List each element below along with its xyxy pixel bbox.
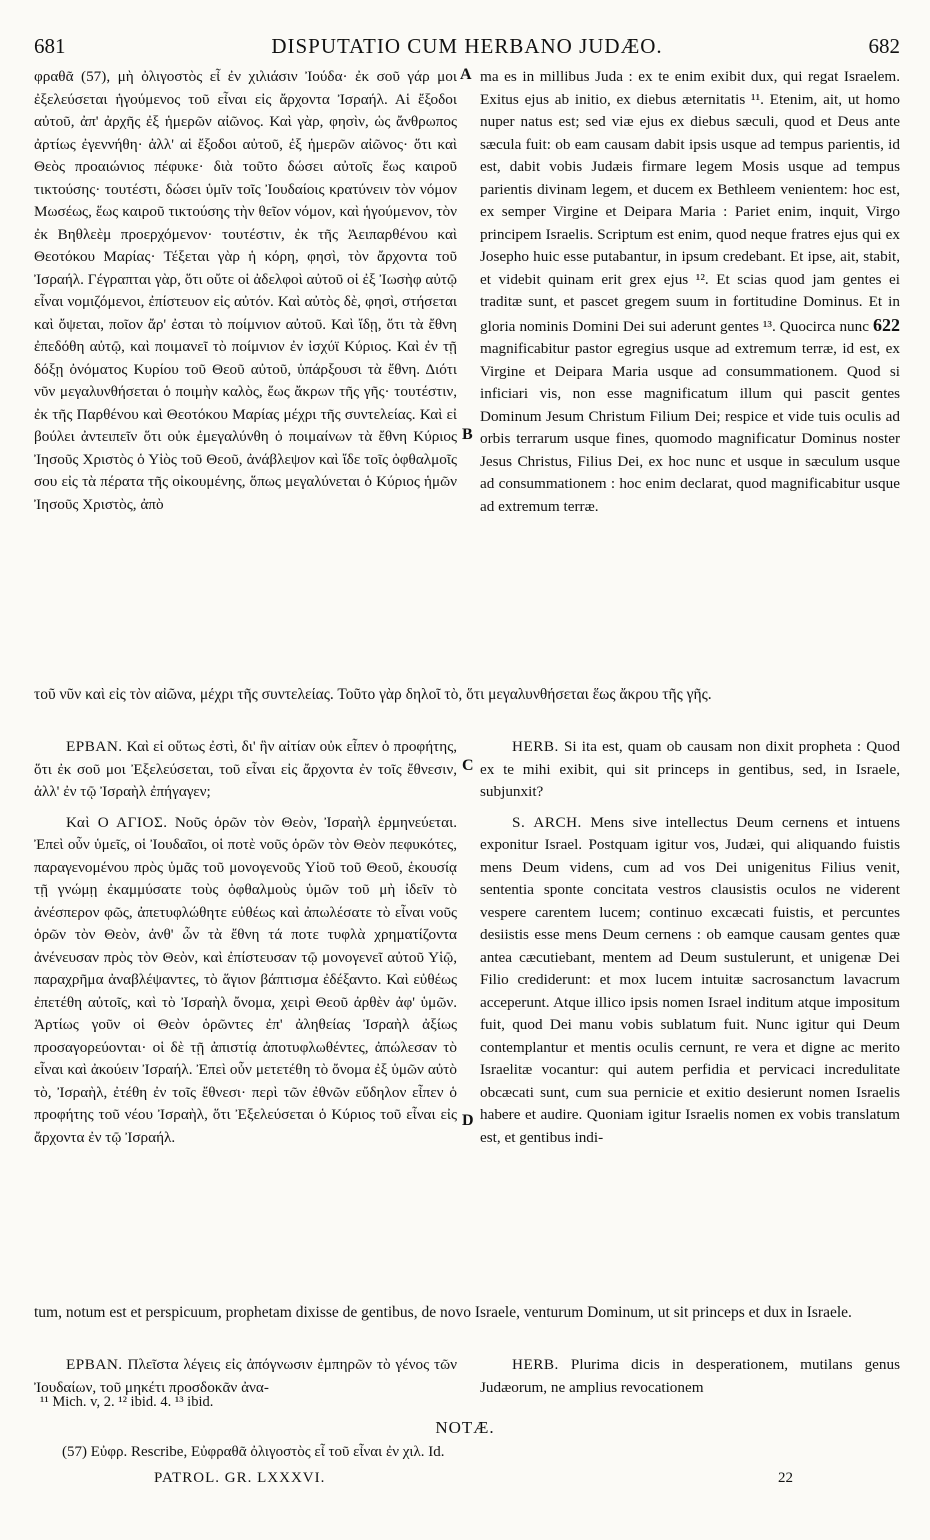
arch-latin: S. ARCH. Mens sive intellectus Deum cernens et intuens exponitur Israel. Postquam igitur vos, Judæi, qui aliquando fuistis mens Deum videns, cum ad vos Dei unigenitus Filius venit, sententia sponte concitata vestros clausistis oculos ne viderent vespere carentem lucem; continuo excæcati fuistis, et percuntes desiistis esse mens Deum cernens : ob eamque causam gentes quæ antea cæcutiebant, mentem ad Deum sustulerunt, et unigenæ Dei Filio crediderunt: et mox lucem intuitæ sacrosanctum lavacrum acceperunt. Atque illico ipsis nomen Israel inditum atque impositum fuit, quod Dei manu vobis sublatum fuit. Nunc igitur qui Deum contemplantur et mentis oculis cernunt, re vera et digne ac merito Israelitæ vocantur: qui autem perfidia et pervicaci incredulitate obcæcati sunt, cum sua pernicie et exitio desierunt nomen Israelis habere et audire. Quoniam igitur Israelis nomen ex vobis translatum est, et gentibus indi- (480, 813, 900, 1146)
note-57: (57) Εὐφρ. Rescribe, Εὐφραθᾶ ὀλιγοστὸς εἶ τοῦ εἶναι ἐν χιλ. Id. (62, 1444, 445, 1460)
margin-marker-c: C (462, 757, 474, 774)
greek-column-1 (34, 66, 457, 680)
spanning-line-1: τοῦ νῦν καὶ εἰς τὸν αἰῶνα, μέχρι τῆς συντελείας. Τοῦτο γὰρ δηλοῖ τὸ, ὅτι μεγαλυνθήσεται ἕως ἄκρου τῆς γῆς. (34, 686, 712, 703)
spanning-line-2: tum, notum est et perspicuum, prophetam dixisse de gentibus, de novo Israele, venturum Dominum, ut sit princeps et dux in Israele. (34, 1304, 852, 1321)
page-number-left: 681 (34, 34, 66, 58)
herb-latin-2: HERB. Plurima dicis in desperationem, mutilans genus Judæorum, ne amplius revocationem (480, 1356, 900, 1396)
latin-column-3 (480, 1354, 900, 1400)
page-number-right: 682 (868, 34, 900, 58)
herb-greek-1: ΕΡΒΑΝ. Καὶ εἰ οὕτως ἐστὶ, δι' ἣν αἰτίαν οὐκ εἶπεν ὁ προφήτης, ὅτι ἐκ σοῦ μοι Ἐξελεύσεται, τοῦ εἶναι εἰς ἄρχοντα ἐν τοῖς ἔθνεσιν, ἀλλ' ἐν τῷ Ἰσραὴλ ἐπήγαγεν; (34, 738, 457, 800)
latin-column-1 (480, 66, 900, 680)
latin-column-2 (480, 736, 900, 1296)
latin-text-1: ma es in millibus Juda : ex te enim exibit dux, qui regat Israelem. Exitus ejus ab initio, ex diebus æternitatis ¹¹. Etenim, ait, ut homo nuper natus est; sed viæ ejus ex diebus sæculi, quod et Deus ante sæcula fuit: ob eam causam dabit ipsis usque ad tempus parientis, id est, dabit vobis Judæis firmare legem Mosis usque ad tempus parientis divinam legem, et ducem ex Bethleem venientem: hoc est, ex semper Virgine et Deipara Maria : Pariet enim, inquit, Virgo principem Israelis. Scriptum est enim, quod neque fratres ejus qui ex Josepho huic esse putabantur, in ipsum credebant. Et ipse, ait, stabit, et videbit quinam erit grex ejus ¹². Et scias quod jam gentes ei traditæ sunt, et pascet gregem suum in fortitudine Dominus. Et in gloria nominis Domini Dei sui aderunt gentes ¹³. Quocirca nunc 622 magnificabitur pastor egregius usque ad extremum terræ, id est, ex Virgine et Deipara Maria usque ad consummationem. Quod si inficiari vis, non esse magnificatum illum qui pascit gentes Dominum Jesum Christum Filium Dei; respice et vide tuis oculis ad orbis terrarum usque fines, quomodo magnificatur Dominus noster Jesus Christus, Filius Dei, ex hoc nunc et usque in sæculum usque ad consummationem : hoc enim declarat, quod magnificabitur usque ad extremum terræ. (480, 68, 900, 515)
footnotes: ¹¹ Mich. v, 2. ¹² ibid. 4. ¹³ ibid. (40, 1394, 214, 1410)
signature-number: 22 (778, 1470, 793, 1486)
patrologia-signature: PATROL. GR. LXXXVI. (154, 1470, 326, 1486)
column-number: 622 (873, 314, 900, 335)
page-header (34, 34, 900, 64)
running-title: DISPUTATIO CUM HERBANO JUDÆO. (271, 34, 663, 58)
arch-greek: Καὶ Ο ΑΓΙΟΣ. Νοῦς ὁρῶν τὸν Θεὸν, Ἰσραὴλ ἑρμηνεύεται. Ἐπεὶ οὖν ὑμεῖς, οἱ Ἰουδαῖοι, οἱ ποτὲ νοῦς ὁρῶν τὸν Θεὸν πεφυκότες, παραγενομένου πρὸς ὑμᾶς τοῦ μονογενοῦς Υἱοῦ τοῦ Θεοῦ, ἑκουσίᾳ τῇ γνώμῃ ἐκαμμύσατε τοὺς ὀφθαλμοὺς ὑμῶν τοῦ μὴ ἰδεῖν τὸ ἀνέσπερον φῶς, ἀπετυφλώθητε εὐθέως καὶ ἀπωλέσατε τὸ εἶναι νοῦς ὁρῶν τὸν Θεὸν, ἀνθ' ὧν τὰ ἔθνη τά ποτε τυφλὰ χρηματίζοντα ἀνένευσαν πρὸς τὸν Θεὸν, καὶ ἐπίστευσαν τῷ μονογενεῖ αὐτοῦ Υἱῷ, παραχρῆμα ἀναβλέψαντες, τὸ ἅγιον βάπτισμα ἐδέξαντο. Καὶ εὐθέως ἐπετέθη αὐτοῖς, καὶ τὸ Ἰσραὴλ ὄνομα, χειρὶ Θεοῦ ἀρθὲν ἀφ' ὑμῶν. Ἀρτίως γοῦν οἱ Θεὸν ὁρῶντες ἐπ' ἀληθείας Ἰσραὴλ ἀξίως προσαγορεύονται· οἱ δὲ τῇ ἀπιστίᾳ ἀποτυφλωθέντες, ἀπώλεσαν τὸ εἶναι καὶ ἀκούειν Ἰσραήλ. Ἐπεὶ οὖν μετετέθη τὸ ὄνομα ἐξ ὑμῶν αὐτὸ τὸ, Ἰσραὴλ, ἐτέθη ἐν τοῖς ἔθνεσι· περὶ τῶν ἐθνῶν εὔδηλον εἶπεν ὁ προφήτης τοῦ νέου Ἰσραὴλ, ὅτι Ἐξελεύσεται ὁ Κύριος τοῦ εἶναι εἰς ἄρχοντα ἐν τῷ Ἰσραήλ. (34, 813, 457, 1146)
greek-column-2 (34, 736, 457, 1296)
greek-text-1: φραθᾶ (57), μὴ ὀλιγοστὸς εἶ ἐν χιλιάσιν Ἰούδα· ἐκ σοῦ γάρ μοι ἐξελεύσεται ἡγούμενος τοῦ εἶναι εἰς ἄρχοντα Ἰσραήλ. Αἱ ἔξοδοι αὐτοῦ, ἀπ' ἀρχῆς ἐξ ἡμερῶν αἰῶνος. Καὶ γὰρ, φησὶν, ὡς ἄνθρωπος ἀρτίως ἐγεννήθη· ἀλλ' αἱ ἔξοδοι αὐτοῦ, ἐξ ἡμερῶν αἰῶνος· ὅτι καὶ Θεὸς προαιώνιος πέφυκε· διὰ τοῦτο δώσει αὐτοῖς ἕως καιροῦ τικτούσης· τουτέστι, δώσει ὑμῖν τοῖς Ἰουδαίοις κρατύνειν τὸν νόμον Μωσέως, ἕως καιροῦ τικτούσης τὴν θεῖον νόμον, καὶ ἡγούμενον, τὸν ἐκ Βηθλεὲμ προερχόμενον· τουτέστιν, ἐκ τῆς Ἀειπαρθένου καὶ Θεοτόκου Μαρίας· Τέξεται γὰρ ἡ κόρη, φησὶ, τὸν ἄρχοντα τοῦ Ἰσραήλ. Γέγραπται γὰρ, ὅτι οὔτε οἱ ἀδελφοὶ αὐτοῦ οἱ ἐξ Ἰωσὴφ αὐτῷ εἶναι νομιζόμενοι, ἐπίστευον εἰς αὐτόν. Καὶ αὐτὸς δὲ, φησὶ, στήσεται καὶ ὄψεται, ποῖον ἄρ' ἐσται τὸ ποίμνιον αὐτοῦ. Καὶ ἴδῃ, ὅτι τὰ ἔθνη ἐπεδόθη αὐτῷ, καὶ ποιμανεῖ τὸ ποίμνιον ἐν ἰσχύϊ Κύριος. Καὶ ἐν τῇ δόξῃ ὀνόματος Κυρίου τοῦ Θεοῦ αὐτοῦ, ὑπάρξουσι τὰ ἔθνη. Διότι νῦν μεγαλυνθήσεται ὁ ποιμὴν καλὸς, ἕως ἄκρων τῆς γῆς· τουτέστιν, ἐκ τῆς Παρθένου καὶ Θεοτόκου Μαρίας μέχρι τῆς συντελείας. Καὶ εἰ βούλει ἀντειπεῖν ὅτι οὐκ ἐμεγαλύνθη ὁ ποιμαίνων τὰ ἔθνη Κύριος Ἰησοῦς Χριστὸς ὁ Υἱὸς τοῦ Θεοῦ, ἀνάβλεψον καὶ ἴδε τοῖς ὀφθαλμοῖς σου εἰς τὰ πέρατα τῆς οἰκουμένης, ὅπως μεγαλύνεται ὁ Κύριος ἡμῶν Ἰησοῦς Χριστὸς, ἀπὸ (34, 68, 457, 513)
notae-heading: NOTÆ. (435, 1418, 495, 1437)
margin-marker-a: A (460, 66, 472, 83)
margin-marker-b: B (462, 426, 473, 443)
margin-marker-d: D (462, 1112, 474, 1129)
herb-latin-1: HERB. Si ita est, quam ob causam non dixit propheta : Quod ex te mihi exibit, qui sit princeps in gentibus, sed, in Israele, subjunxit? (480, 738, 901, 800)
herb-greek-2: ΕΡΒΑΝ. Πλεῖστα λέγεις εἰς ἀπόγνωσιν ἐμπηρῶν τὸ γένος τῶν Ἰουδαίων, τοῦ μηκέτι προσδοκᾶν ἀνα- (34, 1356, 457, 1396)
